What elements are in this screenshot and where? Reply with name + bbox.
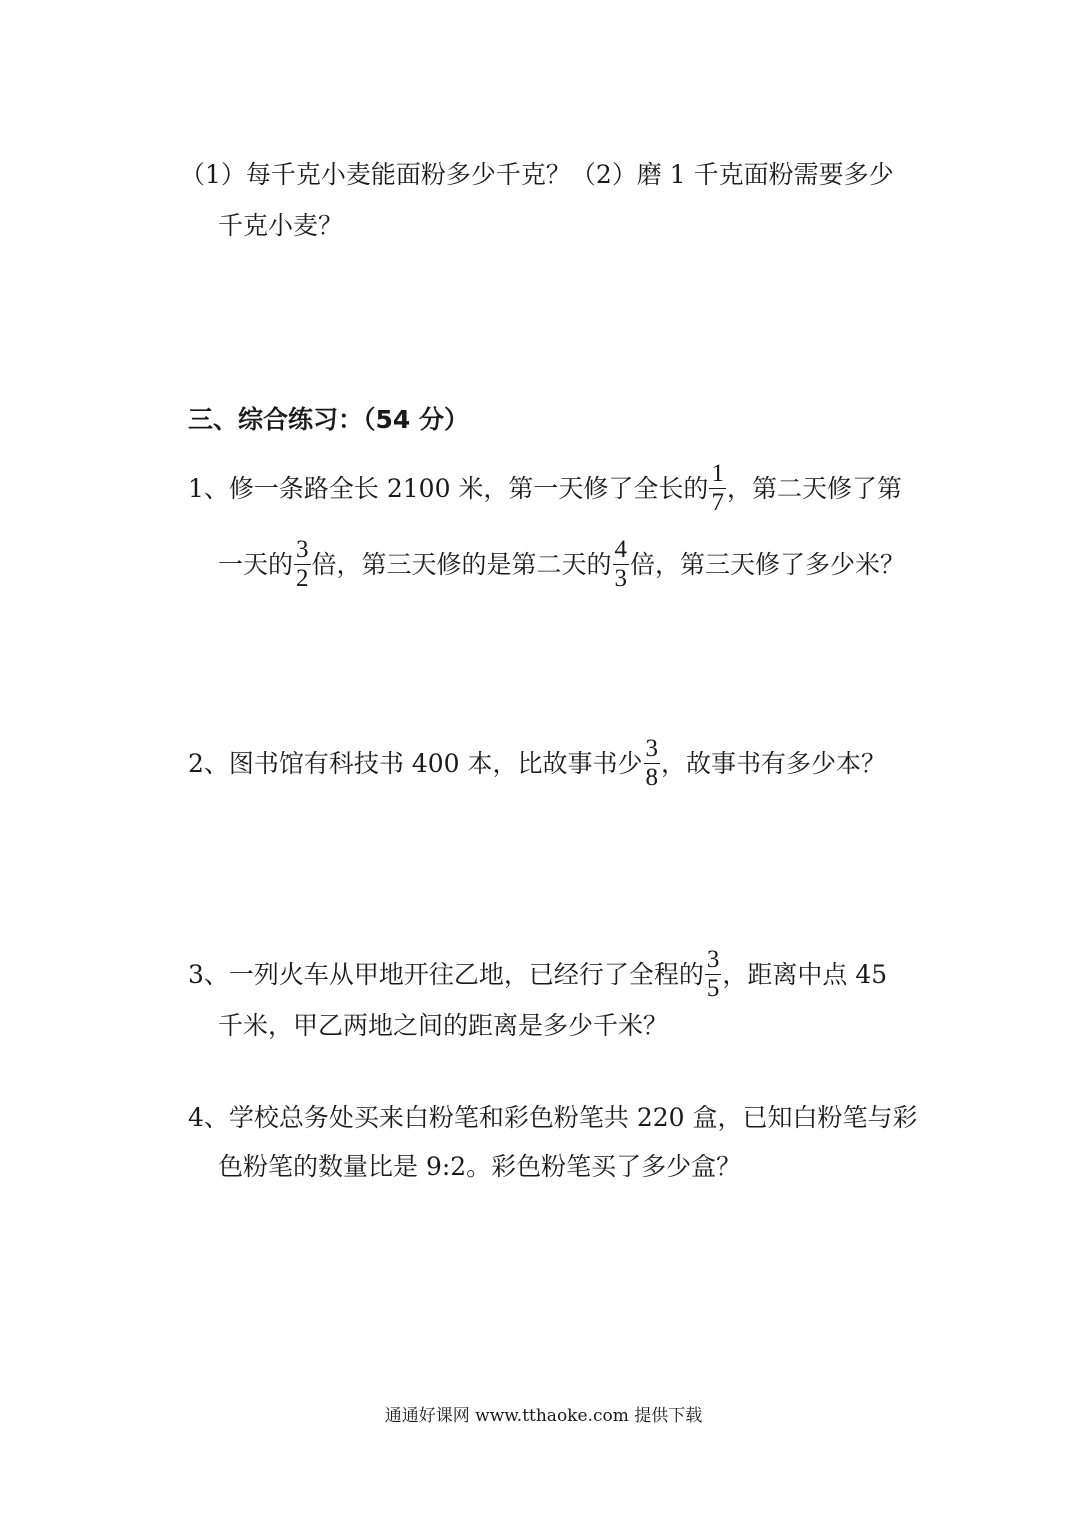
question-4-line-1: 4、学校总务处买来白粉笔和彩色粉笔共 220 盒，已知白粉笔与彩 xyxy=(188,1103,918,1132)
prev-question-line-1: （1）每千克小麦能面粉多少千克？（2）磨 1 千克面粉需要多少 xyxy=(180,160,894,189)
question-4-line-2: 色粉笔的数量比是 9:2。彩色粉笔买了多少盒？ xyxy=(218,1152,742,1181)
question-1-line-2 xyxy=(218,538,905,595)
question-3-line-2: 千米，甲乙两地之间的距离是多少千米？ xyxy=(218,1011,669,1040)
question-3-line-1 xyxy=(188,948,887,1005)
fraction-denominator: 7 xyxy=(711,489,724,516)
fraction-numerator: 3 xyxy=(645,735,659,762)
question-1-text-c: 一天的 xyxy=(218,550,294,579)
question-2-text-b: ，故事书有多少本？ xyxy=(661,749,887,778)
fraction-3-2 xyxy=(294,536,311,593)
fraction-numerator: 3 xyxy=(706,946,720,973)
question-3-text-b: ，距离中点 45 xyxy=(722,960,888,989)
question-1-text-b: ，第二天修了第 xyxy=(726,474,902,503)
fraction-1-7 xyxy=(709,460,726,517)
question-2-text-a: 2、图书馆有科技书 400 本，比故事书少 xyxy=(188,749,643,778)
question-1-line-1 xyxy=(188,462,902,519)
fraction-numerator: 3 xyxy=(296,536,309,563)
fraction-3-5 xyxy=(705,946,722,1003)
fraction-numerator: 1 xyxy=(711,460,724,487)
question-1-text-a: 1、修一条路全长 2100 米，第一天修了全长的 xyxy=(188,474,709,503)
fraction-denominator: 8 xyxy=(645,764,659,791)
question-3-text-a: 3、一列火车从甲地开往乙地，已经行了全程的 xyxy=(188,960,704,989)
question-1-text-d: 倍，第三天修的是第二天的 xyxy=(311,550,612,579)
fraction-numerator: 4 xyxy=(614,536,628,563)
fraction-denominator: 5 xyxy=(706,975,720,1002)
prev-question-line-2: 千克小麦？ xyxy=(218,211,344,240)
section-heading: 三、综合练习：（54 分） xyxy=(188,405,469,434)
question-1-text-e: 倍，第三天修了多少米？ xyxy=(630,550,906,579)
footer-source: 通通好课网 www.tthaoke.com 提供下载 xyxy=(384,1406,703,1426)
fraction-denominator: 2 xyxy=(296,565,309,592)
fraction-3-8 xyxy=(644,735,661,792)
fraction-denominator: 3 xyxy=(614,565,628,592)
question-2-line-1 xyxy=(188,737,886,794)
fraction-4-3 xyxy=(613,536,630,593)
